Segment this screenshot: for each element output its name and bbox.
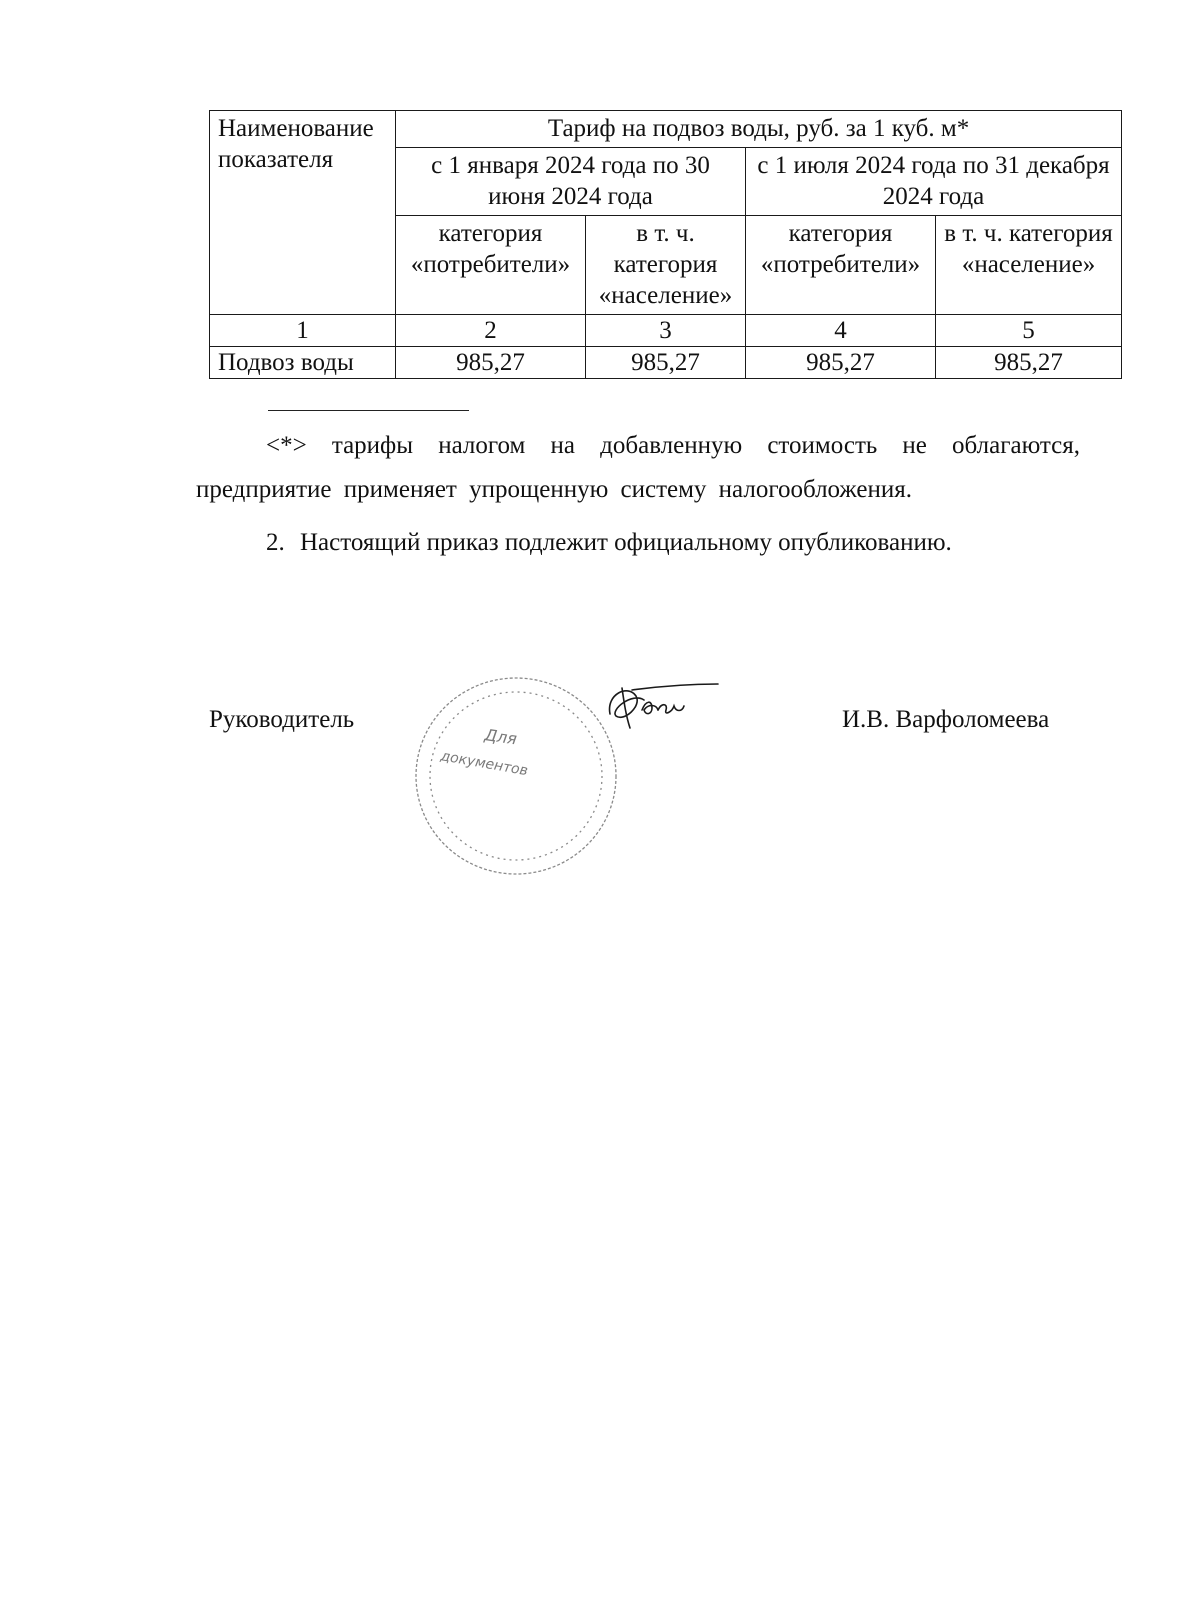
table-column-number-row [210, 315, 1122, 347]
value-cell: 985,27 [746, 347, 936, 379]
column-number-cell: 5 [936, 315, 1122, 347]
category-cell: в т. ч. категория «население» [936, 216, 1122, 315]
column-number-cell: 4 [746, 315, 936, 347]
category-cell: в т. ч. категория «население» [586, 216, 746, 315]
stamp-seal [404, 662, 634, 890]
order-item-2 [266, 521, 1086, 565]
handwritten-signature [602, 682, 720, 734]
header-indicator-cell: Наименование показателя [210, 111, 396, 315]
table-header-row [210, 111, 1122, 148]
value-cell: 985,27 [396, 347, 586, 379]
item-text: Настоящий приказ подлежит официальному опубликованию. [300, 529, 952, 556]
stamp-text-line: документов [439, 748, 530, 780]
signatory-title: Руководитель [209, 706, 355, 733]
category-cell: категория «потребители» [746, 216, 936, 315]
header-tariff-cell: Тариф на подвоз воды, руб. за 1 куб. м* [396, 111, 1122, 148]
value-cell: 985,27 [936, 347, 1122, 379]
tariff-table [209, 110, 1122, 379]
period-cell: с 1 января 2024 года по 30 июня 2024 года [396, 148, 746, 216]
period-cell: с 1 июля 2024 года по 31 декабря 2024 года [746, 148, 1122, 216]
stamp-text-line: Для [483, 725, 519, 749]
item-number: 2. [266, 529, 285, 556]
footnote-text: <*> тарифы налогом на добавленную стоимость не облагаются, предприятие применяет упрощенную систему налогообложения. [196, 432, 1080, 503]
table-row [210, 347, 1122, 379]
signatory-name: И.В. Варфоломеева [842, 706, 1050, 733]
column-number-cell: 2 [396, 315, 586, 347]
value-cell: 985,27 [586, 347, 746, 379]
category-cell: категория «потребители» [396, 216, 586, 315]
row-name-cell: Подвоз воды [210, 347, 396, 379]
column-number-cell: 1 [210, 315, 396, 347]
footnote-separator [268, 410, 469, 411]
column-number-cell: 3 [586, 315, 746, 347]
